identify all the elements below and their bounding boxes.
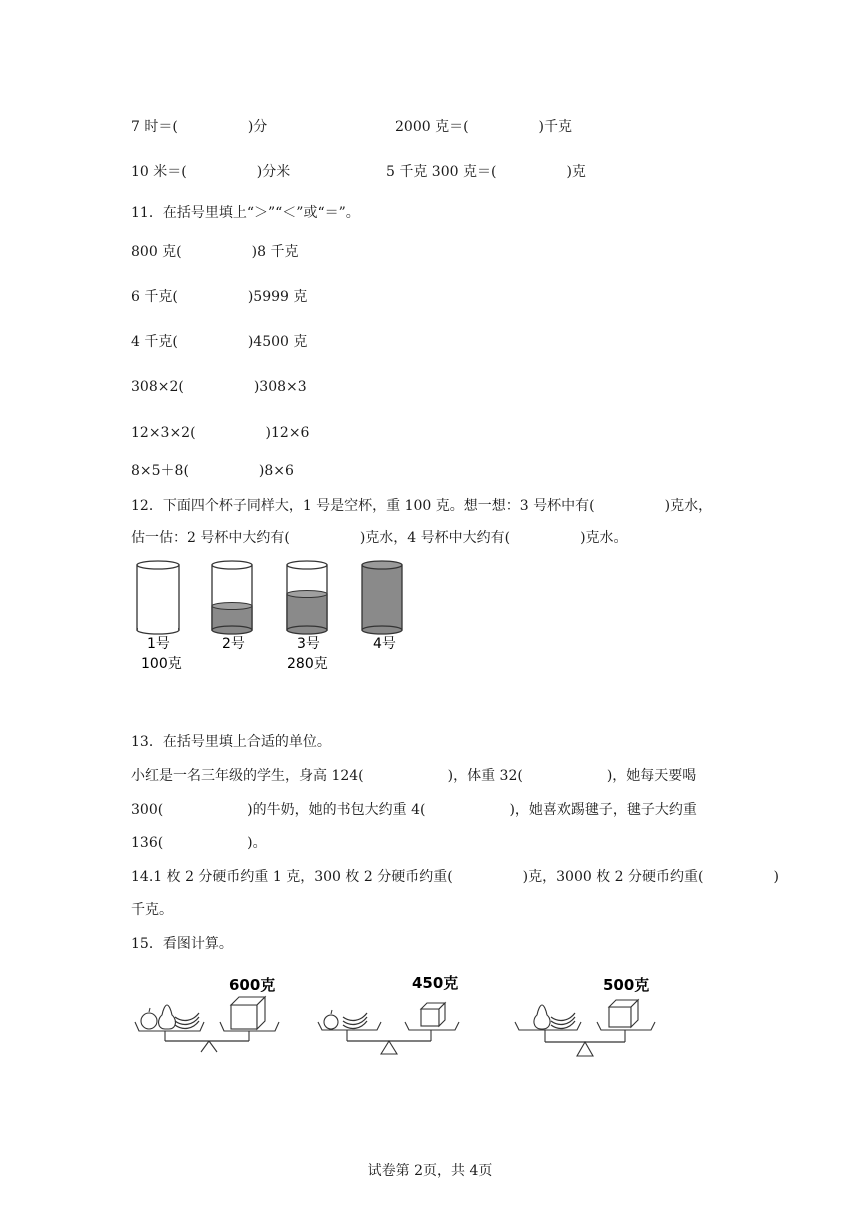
weight-cube-icon (231, 997, 265, 1029)
pear-icon (159, 1005, 176, 1029)
conversion-kg-g-to-grams: 5 千克 300 克＝( )克 (386, 164, 586, 180)
q11-item: 800 克( )8 千克 (131, 244, 299, 260)
pear-icon (534, 1005, 550, 1029)
cup-2 (212, 561, 252, 652)
conversion-meters-decimeters: 10 米＝( )分米 (131, 164, 291, 180)
balance-scale-1 (135, 976, 279, 1052)
balance-scale-3 (515, 976, 655, 1056)
cup-2-label: 2号 (222, 636, 245, 652)
question-12-line2: 估一估：2 号杯中大约有( )克水，4 号杯中大约有( )克水。 (131, 530, 628, 546)
cup-4 (362, 561, 402, 652)
question-14-line2: 千克。 (131, 902, 173, 918)
cups-figure (125, 555, 425, 680)
scale-1-weight-label: 600克 (229, 976, 276, 994)
cup-3-label: 3号 (297, 636, 320, 652)
cup-3-weight: 280克 (287, 656, 328, 672)
weight-cube-icon (609, 1000, 638, 1027)
page-footer: 试卷第 2页，共 4页 (367, 1163, 493, 1179)
cup-1 (137, 561, 182, 672)
question-13-line3: 136( )。 (131, 835, 267, 851)
question-13-line2: 300( )的牛奶，她的书包大约重 4( )，她喜欢踢毽子，毽子大约重 (131, 802, 697, 818)
question-12-line1: 12．下面四个杯子同样大，1 号是空杯，重 100 克。想一想：3 号杯中有( )克水， (131, 498, 713, 514)
question-13-title: 13．在括号里填上合适的单位。 (131, 734, 331, 750)
scale-3-weight-label: 500克 (603, 976, 650, 994)
question-15-title: 15．看图计算。 (131, 936, 233, 952)
question-14-line1: 14.1 枚 2 分硬币约重 1 克，300 枚 2 分硬币约重( )克，3000 枚 2 分硬币约重( ) (131, 869, 779, 885)
q11-item: 308×2( )308×3 (131, 379, 307, 395)
balance-scale-2 (318, 974, 459, 1054)
weight-cube-icon (421, 1003, 445, 1026)
apple-icon (324, 1015, 338, 1029)
banana-icon (343, 1013, 367, 1028)
balance-scales-figure (125, 965, 685, 1070)
cup-3 (287, 561, 328, 672)
question-11-title: 11．在括号里填上“＞”“＜”或“＝”。 (131, 205, 360, 221)
q11-item: 4 千克( )4500 克 (131, 334, 308, 350)
conversion-grams-kilograms: 2000 克＝( )千克 (395, 119, 573, 135)
cup-1-weight: 100克 (141, 656, 182, 672)
apple-icon (141, 1013, 157, 1029)
cup-4-label: 4号 (373, 636, 396, 652)
scale-2-weight-label: 450克 (412, 974, 459, 992)
q11-item: 8×5＋8( )8×6 (131, 463, 294, 479)
cup-1-label: 1号 (147, 636, 170, 652)
conversion-hours-minutes: 7 时＝( )分 (131, 119, 268, 135)
question-13-line1: 小红是一名三年级的学生，身高 124( )，体重 32( )，她每天要喝 (131, 768, 697, 784)
q11-item: 6 千克( )5999 克 (131, 289, 308, 305)
banana-icon (175, 1013, 199, 1028)
q11-item: 12×3×2( )12×6 (131, 425, 310, 441)
banana-icon (551, 1013, 575, 1028)
